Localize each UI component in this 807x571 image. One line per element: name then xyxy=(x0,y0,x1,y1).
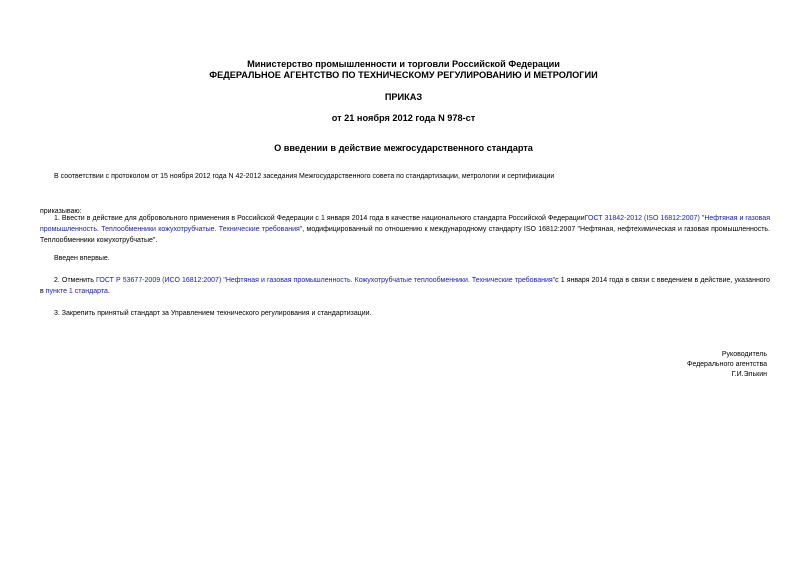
document-date-number: от 21 ноября 2012 года N 978-ст xyxy=(331,113,476,123)
item-2-middle: с 1 января 2014 года в связи с введением в действие, указанного в xyxy=(40,277,770,295)
ministry-name: Министерство промышленности и торговли Российской Федерации xyxy=(247,59,560,69)
signature-org: Федерального агентства xyxy=(687,361,767,368)
intro-paragraph: В соответствии с протоколом от 15 ноября 2012 года N 42-2012 заседания Межгосударственного совета по стандартизации, метрологии и сертификации xyxy=(54,173,555,180)
item-1-note: Введен впервые. xyxy=(54,255,110,262)
item-1-reference-link[interactable]: пункте 1 стандарта xyxy=(45,288,108,295)
item-2-paragraph xyxy=(40,275,770,297)
agency-name: ФЕДЕРАЛЬНОЕ АГЕНТСТВО ПО ТЕХНИЧЕСКОМУ РЕГУЛИРОВАНИЮ И МЕТРОЛОГИИ xyxy=(209,70,598,80)
item-2-prefix: 2. Отменить xyxy=(54,277,96,284)
gost-31842-link[interactable]: ГОСТ 31842-2012 (ISO 16812:2007) "Нефтяная и газовая промышленность. Теплообменники кожухотрубчатые. Технические требования" xyxy=(40,215,770,233)
signature-title: Руководитель xyxy=(721,351,767,358)
item-1-paragraph xyxy=(40,213,770,246)
item-1-suffix: , модифицированный по отношению к международному стандарту ISO 16812:2007 "Нефтяная, нефтехимическая и газовая промышленность. Теплообменники кожухотрубчатые". xyxy=(40,226,771,244)
item-2-suffix: . xyxy=(107,288,110,295)
orders-word: приказываю: xyxy=(40,208,82,215)
document-subject: О введении в действие межгосударственного стандарта xyxy=(274,143,533,153)
document-type: ПРИКАЗ xyxy=(384,92,423,102)
item-1-prefix: 1. Ввести в действие для добровольного применения в Российской Федерации с 1 января 2014 года в качестве национального стандарта Российской Федерации xyxy=(54,215,585,222)
item-3-paragraph: 3. Закрепить принятый стандарт за Управлением технического регулирования и стандартизации. xyxy=(54,310,372,317)
gost-r-53677-link[interactable]: ГОСТ Р 53677-2009 (ИСО 16812:2007) "Нефтяная и газовая промышленность. Кожухотрубчатые теплообменники. Технические требования" xyxy=(95,277,556,284)
signature-name: Г.И.Элькин xyxy=(731,371,767,378)
